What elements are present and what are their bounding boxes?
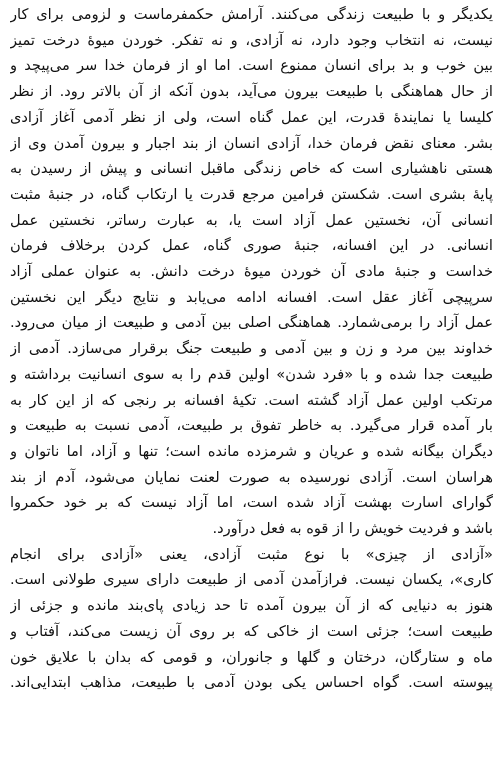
text-line: پیوسته است. گواه احساس یکی بودن آدمی با طبیعت، مذاهب ابتدایی‌اند. (10, 674, 493, 692)
text-line: بشر. معنای نقض فرمان خدا، آزادی انسان از بند اجبار و بیرون آمدن وی از (10, 134, 493, 152)
book-page (10, 2, 493, 776)
text-line: مرتکب اولین عمل آزاد گشته است. تکیهٔ افسانه بر رنجی که از این کار به (10, 391, 493, 409)
text-line: هراسان است. آزادی نورسیده به صورت لعنت نمایان می‌شود، آدم از بند (10, 468, 493, 486)
text-line: ماه و ستارگان، درختان و گلها و جانوران، و قومی که بدان با علایق خون (10, 648, 493, 666)
text-line: پایهٔ بشری است. شکستن فرامین مرجع قدرت یا ارتکاب گناه، در جنبهٔ مثبت (10, 185, 493, 203)
text-line: خداوند بین مرد و زن و بین آدمی و طبیعت جنگ برقرار می‌سازد. آدمی از (10, 340, 493, 358)
text-line: گوارای اسارت بهشت آزاد شده است، اما آزاد نیست که بر خود حکمروا (10, 494, 493, 512)
text-line: انسانی آن، نخستین عمل آزاد است یا، به عبارت رساتر، نخستین عمل (10, 211, 493, 229)
text-line: نیست، نه انتخاب وجود دارد، نه آزادی، و نه تفکر. خوردن میوهٔ درخت تمیز (10, 31, 493, 49)
text-line: از حال هماهنگی با طبیعت بیرون می‌آید، بدون آنکه از آن بالاتر رود. از نظر (10, 83, 493, 101)
text-line: بین خوب و بد برای انسان ممنوع است. اما او از فرمان خدا سر می‌پیچد و (10, 57, 493, 75)
paragraph (10, 2, 493, 542)
text-line: کلیسا یا نمایندهٔ قدرت، این عمل گناه است، ولی از نظر آدمی آغاز آزادی (10, 108, 493, 126)
text-line: انسانی. در این افسانه، جنبهٔ صوری گناه، عمل کردن برخلاف فرمان (10, 237, 493, 255)
text-line: عمل آزاد را برمی‌شمارد. هماهنگی اصلی بین آدمی و طبیعت از میان می‌رود. (10, 314, 493, 332)
text-line: هنوز به دنیایی که از آن بیرون آمده تا حد زیادی پای‌بند مانده و جزئی از (10, 597, 493, 615)
text-line: دیگران بیگانه شده و عریان و شرمزده مانده است؛ تنها و آزاد، اما ناتوان و (10, 442, 493, 460)
text-line: خداست و جنبهٔ مادی آن خوردن میوهٔ درخت دانش. به عنوان عملی آزاد (10, 263, 493, 281)
text-line: «آزادی از چیزی» با نوع مثبت آزادی، یعنی «آزادی برای انجام (10, 545, 493, 563)
text-line: باشد و فردیت خویش را از قوه به فعل درآورد. (212, 520, 493, 538)
text-line: کاری»، یکسان نیست. فرازآمدن آدمی از طبیعت دارای سیری طولانی است. (10, 571, 493, 589)
text-line: هستی ناهشیاری است که خاص زندگی ماقبل انسانی و پیش از رسیدن به (10, 160, 493, 178)
text-line: بار آمده قرار می‌گیرد. به خاطر تفوق بر طبیعت، آدمی نسبت به طبیعت و (10, 417, 493, 435)
text-line: طبیعت جدا شده و با «فرد شدن» اولین قدم را به سوی انسانیت برداشته و (10, 365, 493, 383)
text-line: یکدیگر و با طبیعت زندگی می‌کنند. آرامش حکمفرماست و لزومی برای کار (10, 6, 493, 23)
text-line: سرپیچی آغاز عقل است. افسانه ادامه می‌یابد و نتایج دیگر این نخستین (10, 288, 493, 306)
text-line: طبیعت است؛ جزئی است از خاکی که بر روی آن زیست می‌کند، آفتاب و (10, 622, 493, 640)
text-column (10, 2, 493, 696)
paragraph (10, 542, 493, 696)
